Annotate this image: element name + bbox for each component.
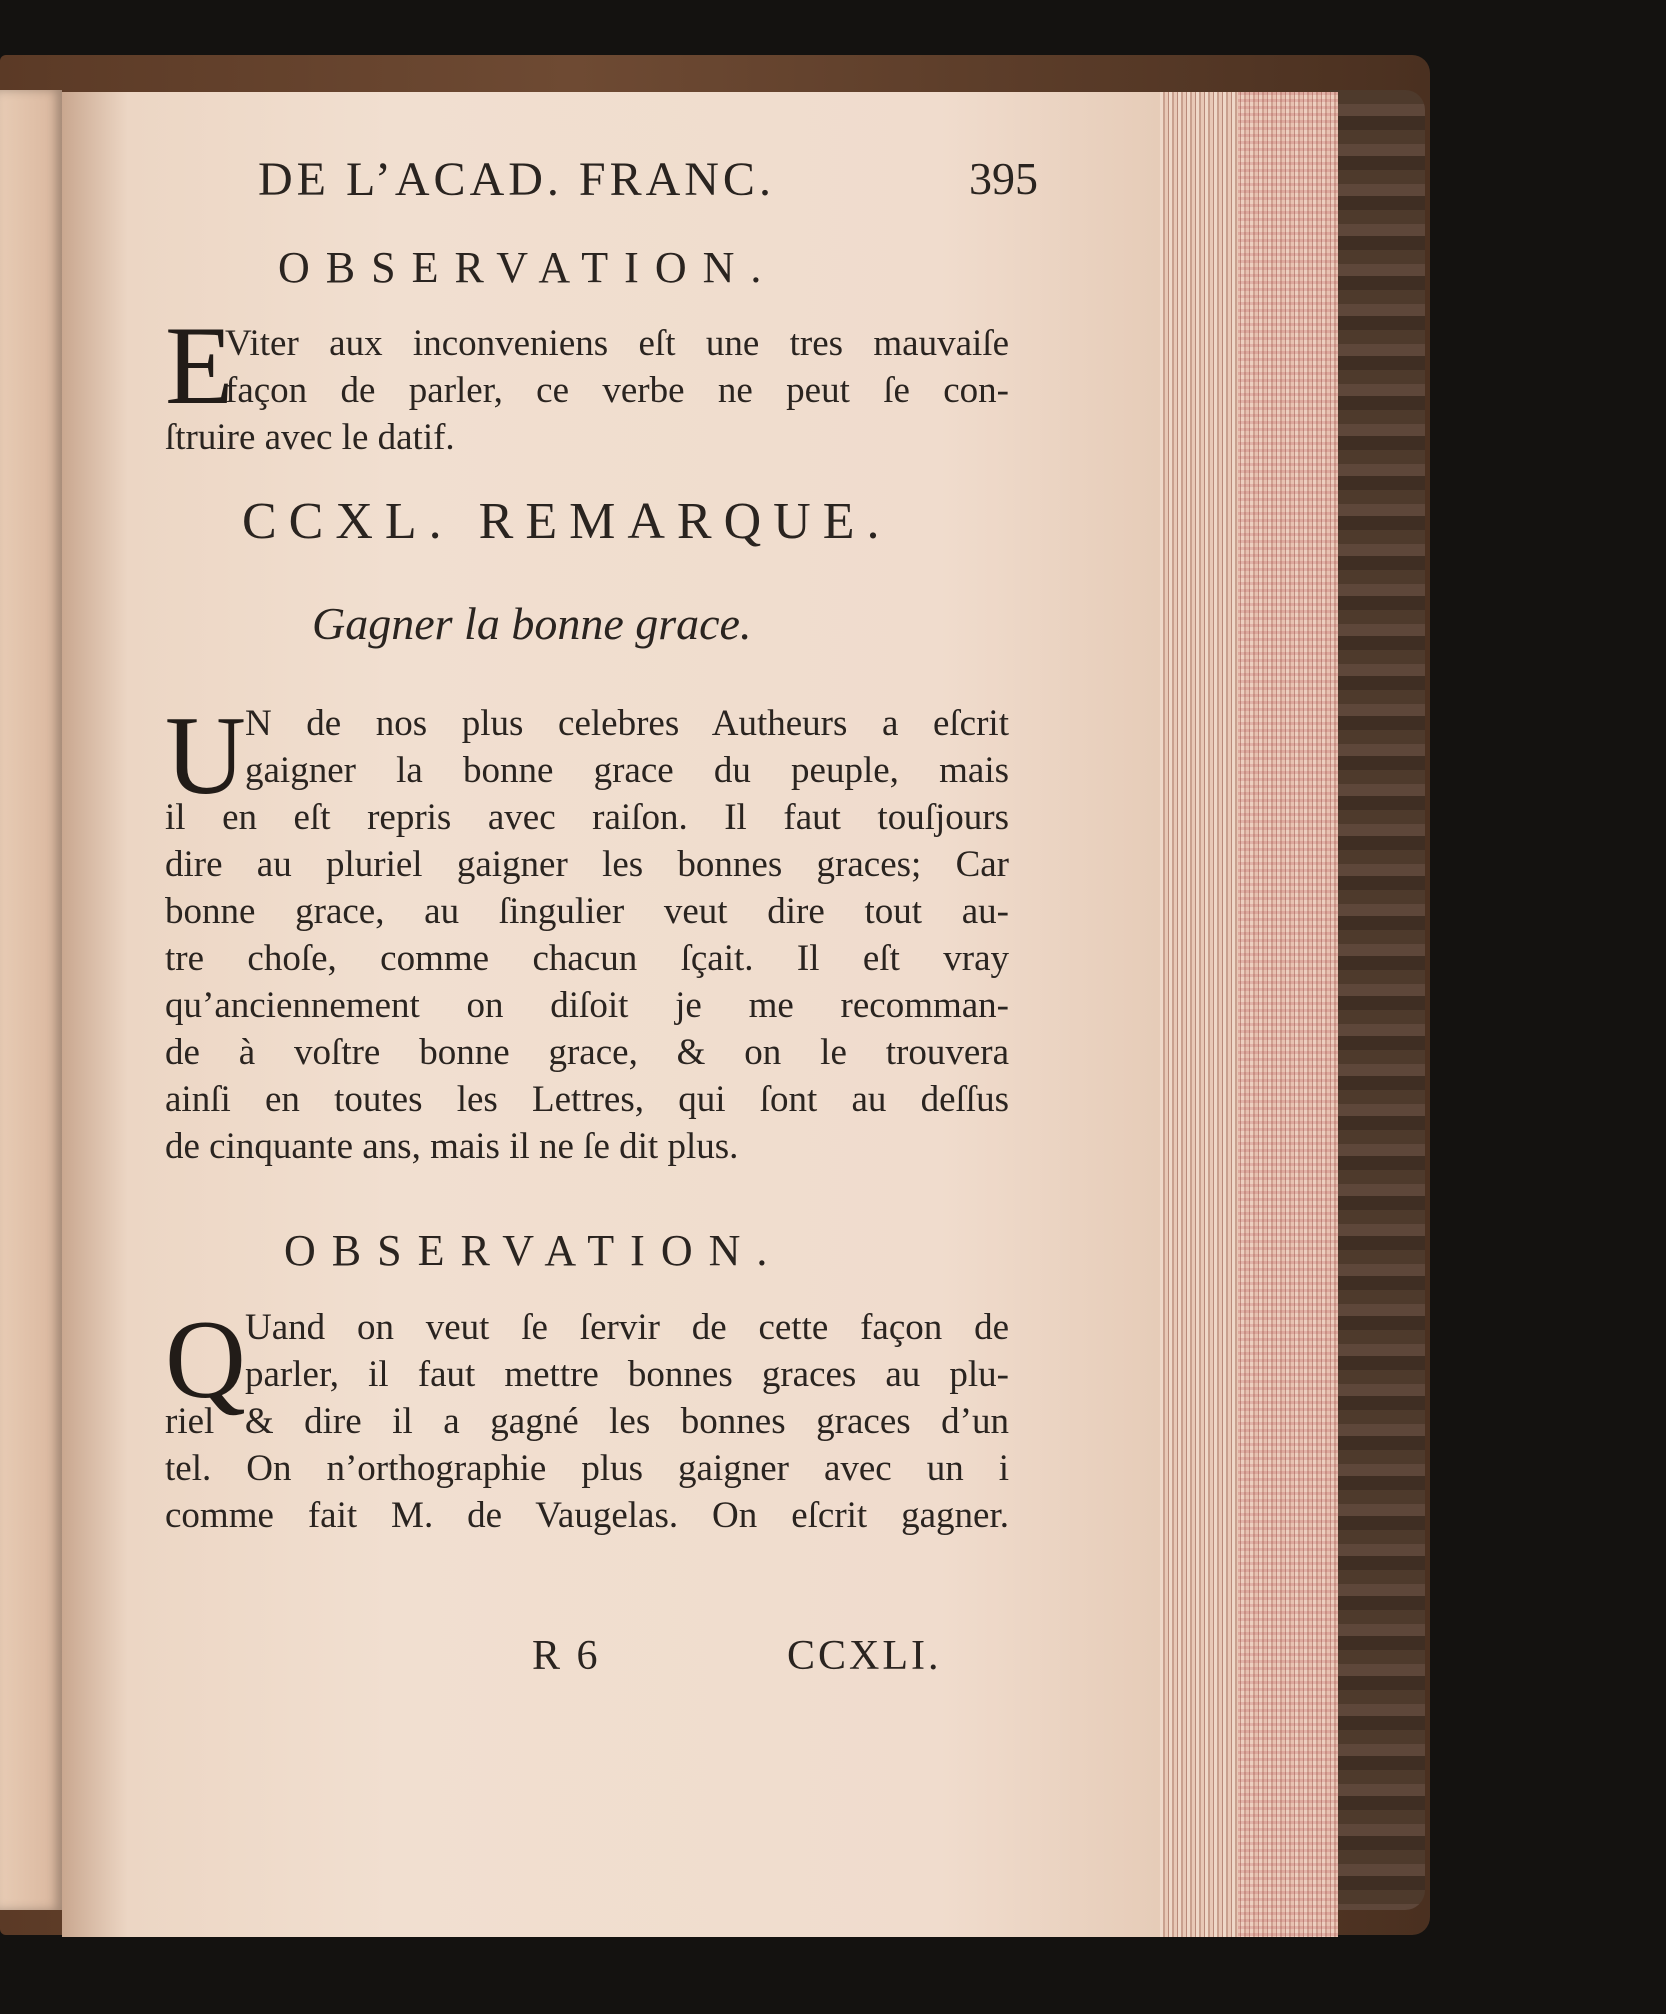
catchword: CCXLI.	[787, 1633, 942, 1679]
text-line: Uand on veut ſe ſervir de cette façon de	[245, 1307, 1009, 1348]
observation-paragraph	[165, 320, 1009, 461]
remark-subject: Gagner la bonne grace.	[312, 598, 752, 649]
drop-cap: Q	[165, 1298, 246, 1422]
text-line: bonne grace, au ſingulier veut dire tout au-	[165, 891, 1009, 932]
book-spine-edge	[1330, 90, 1425, 1910]
observation-heading: OBSERVATION.	[284, 1226, 784, 1275]
text-line: gaigner la bonne grace du peuple, mais	[245, 750, 1009, 791]
drop-cap: E	[165, 304, 234, 428]
signature-mark: R 6	[532, 1633, 601, 1679]
remark-paragraph	[165, 694, 1009, 1170]
text-line: N de nos plus celebres Autheurs a eſcrit	[245, 703, 1009, 744]
text-line: qu’anciennement on diſoit je me recomman-	[165, 985, 1009, 1026]
running-title: DE L’ACAD. FRANC.	[258, 153, 775, 206]
text-line: comme fait M. de Vaugelas. On eſcrit gagner.	[165, 1495, 1009, 1536]
text-line: Viter aux inconveniens eſt une tres mauvaiſe	[225, 323, 1009, 364]
text-line: façon de parler, ce verbe ne peut ſe con-	[225, 370, 1009, 411]
book-page	[62, 92, 1160, 1937]
text-line: tel. On n’orthographie plus gaigner avec un i	[165, 1448, 1009, 1489]
text-line: parler, il faut mettre bonnes graces au plu-	[245, 1354, 1009, 1395]
page-edges	[1160, 92, 1338, 1937]
text-line: de à voſtre bonne grace, & on le trouvera	[165, 1032, 1009, 1073]
remark-title: CCXL. REMARQUE.	[242, 493, 892, 550]
observation-heading: OBSERVATION.	[278, 243, 778, 292]
running-header	[258, 152, 1038, 232]
text-line: tre choſe, comme chacun ſçait. Il eſt vray	[165, 938, 1009, 979]
page-number: 395	[969, 153, 1038, 204]
text-line: riel & dire il a gagné les bonnes graces d’un	[165, 1401, 1009, 1442]
text-line: ſtruire avec le datif.	[165, 417, 455, 458]
text-line: ainſi en toutes les Lettres, qui ſont au deſſus	[165, 1079, 1009, 1120]
page-text	[62, 92, 1160, 1937]
observation-paragraph	[165, 1298, 1009, 1539]
drop-cap: U	[165, 694, 246, 818]
text-line: dire au pluriel gaigner les bonnes graces; Car	[165, 844, 1009, 885]
facing-page-edge	[0, 90, 62, 1910]
text-line: il en eſt repris avec raiſon. Il faut touſjours	[165, 797, 1009, 838]
text-line: de cinquante ans, mais il ne ſe dit plus.	[165, 1126, 739, 1167]
